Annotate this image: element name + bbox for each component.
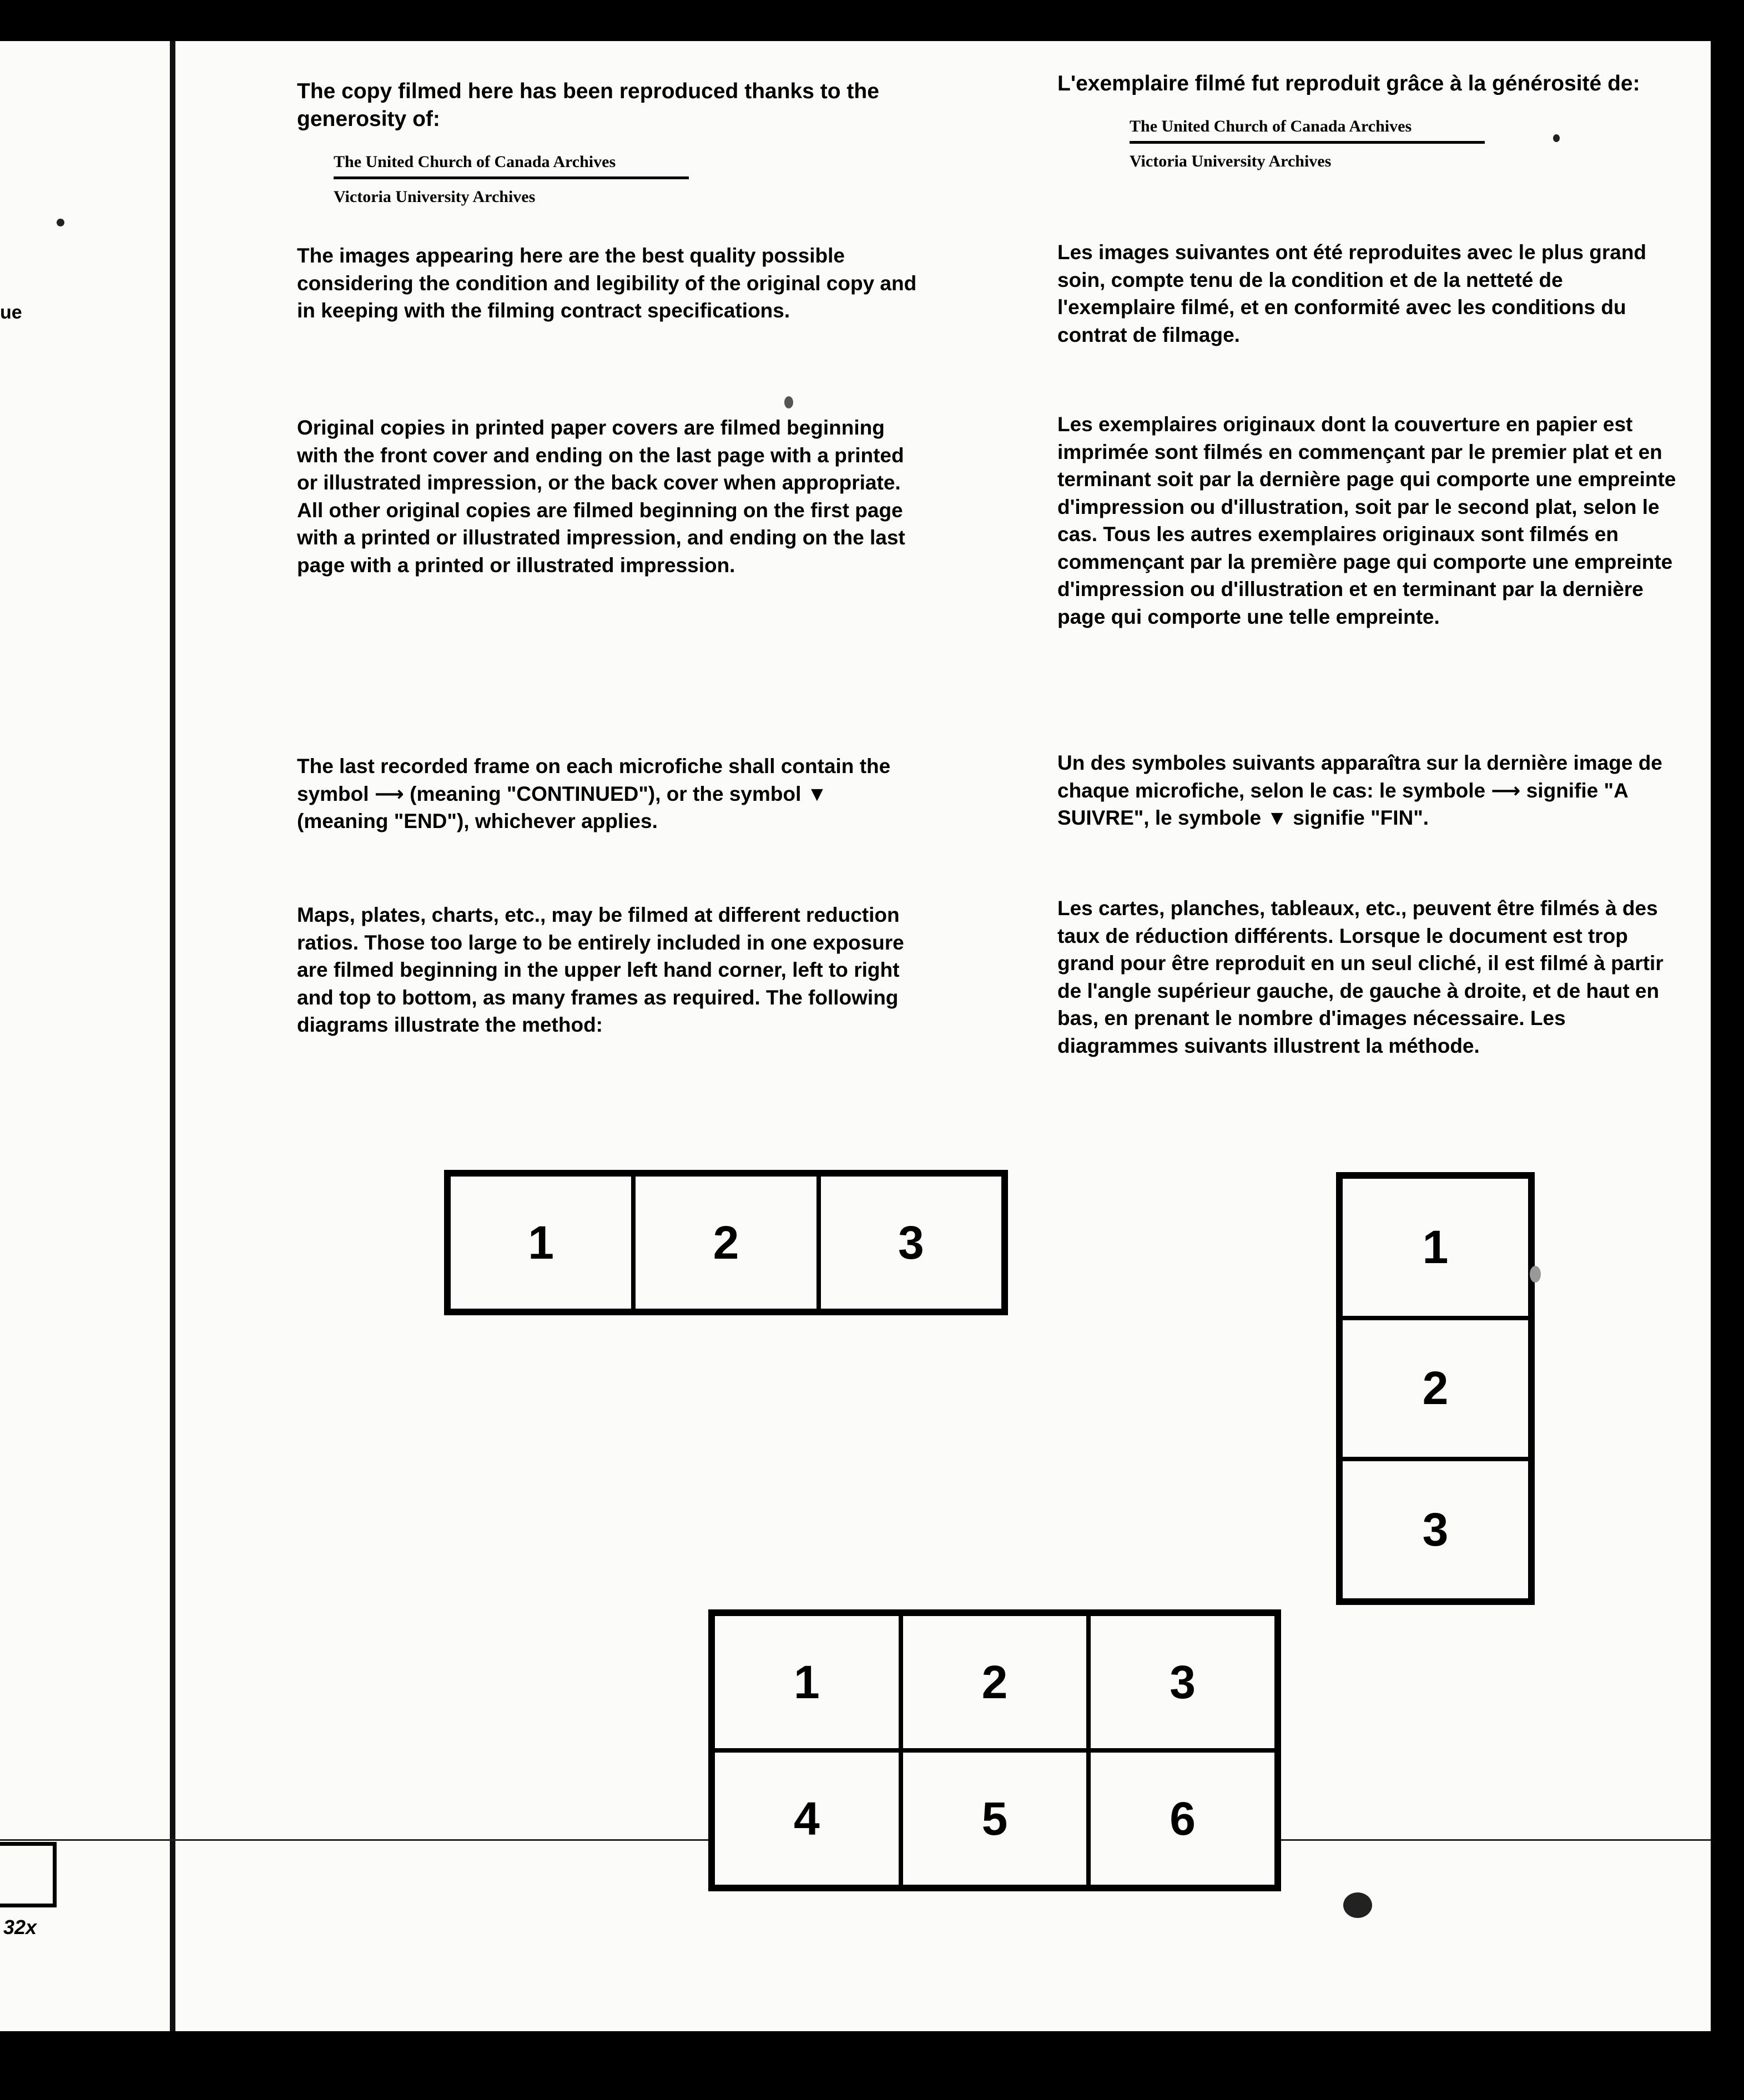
frame-cell: 4	[713, 1750, 901, 1887]
scale-label: 32x	[3, 1916, 37, 1939]
french-credit-line2: Victoria University Archives	[1130, 152, 1332, 170]
frame-cell: 6	[1088, 1750, 1277, 1887]
english-para-quality: The images appearing here are the best quality possible considering the condition and legibility of the original copy and in keeping with the filming contract specifications.	[297, 244, 917, 322]
french-para-maps: Les cartes, planches, tableaux, etc., peuvent être filmés à des taux de réduction différents. Lorsque le document est trop grand pour être reproduit en un seul cliché, il est filmé à partir de l'angle supérieur gauche, de gauche à droite, et de haut en bas, en prenant le nombre d'images nécessaire. Les diagrammes suivants illustrent la méthode.	[1057, 897, 1664, 1057]
french-heading: L'exemplaire filmé fut reproduit grâce à la générosité de:	[1057, 72, 1640, 95]
frame-cell: 1	[1340, 1177, 1530, 1318]
french-credit	[1130, 114, 1685, 174]
diagram-six-frames	[708, 1609, 1281, 1891]
frame-cell: 2	[633, 1174, 818, 1311]
english-credit-line1: The United Church of Canada Archives	[334, 150, 689, 179]
frame-cell: 3	[1088, 1614, 1277, 1750]
scan-speck	[1343, 1892, 1372, 1918]
frame-cell: 2	[901, 1614, 1089, 1750]
french-column	[1057, 70, 1685, 174]
english-credit	[334, 150, 919, 209]
page-fold-shadow	[170, 41, 175, 2031]
frame-cell: 1	[713, 1614, 901, 1750]
scan-border-top	[0, 0, 1744, 41]
scan-speck	[1553, 134, 1560, 142]
scan-speck	[57, 219, 64, 226]
diagram-vertical-three	[1336, 1172, 1535, 1605]
english-para-symbols: The last recorded frame on each microfiche shall contain the symbol ⟶ (meaning "CONTINUED"), or the symbol ▼ (meaning "END"), whichever applies.	[297, 755, 891, 832]
frame-cell: 1	[448, 1174, 633, 1311]
french-para-covers: Les exemplaires originaux dont la couverture en papier est imprimée sont filmés en commençant par le premier plat et en terminant soit par la dernière page qui comporte une empreinte d'impression ou d'illustration, soit par le second plat, selon le cas. Tous les autres exemplaires originaux sont filmés en commençant par la première page qui comporte une empreinte d'impression ou d'illustration et en terminant par la dernière page qui comporte une telle empreinte.	[1057, 413, 1676, 628]
scan-speck	[784, 396, 793, 408]
french-credit-line1: The United Church of Canada Archives	[1130, 114, 1485, 144]
microfiche-target-page	[0, 41, 1711, 2031]
english-column	[297, 78, 919, 209]
english-credit-line2: Victoria University Archives	[334, 188, 536, 206]
french-para-symbols: Un des symboles suivants apparaîtra sur la dernière image de chaque microfiche, selon le cas: le symbole ⟶ signifie "A SUIVRE", le symbole ▼ signifie "FIN".	[1057, 751, 1662, 829]
english-heading: The copy filmed here has been reproduced thanks to the generosity of:	[297, 79, 879, 131]
frame-cell: 5	[901, 1750, 1089, 1887]
frame-cell: 2	[1340, 1318, 1530, 1460]
frame-cell: 3	[1340, 1459, 1530, 1601]
diagram-horizontal-three	[444, 1170, 1008, 1315]
scan-speck	[1530, 1266, 1541, 1283]
left-edge-box	[0, 1842, 57, 1907]
english-para-covers: Original copies in printed paper covers are filmed beginning with the front cover and ending on the last page with a printed or illustrated impression, or the back cover when appropriate. All other original copies are filmed beginning on the first page with a printed or illustrated impression, and ending on the last page with a printed or illustrated impression.	[297, 416, 905, 577]
english-para-maps: Maps, plates, charts, etc., may be filmed at different reduction ratios. Those too large to be entirely included in one exposure are filmed beginning in the upper left hand corner, left to right and top to bottom, as many frames as required. The following diagrams illustrate the method:	[297, 903, 904, 1036]
frame-cell: 3	[819, 1174, 1004, 1311]
french-para-quality: Les images suivantes ont été reproduites avec le plus grand soin, compte tenu de la condition et de la netteté de l'exemplaire filmé, et en conformité avec les conditions du contrat de filmage.	[1057, 241, 1647, 346]
left-edge-fragment: ue	[0, 302, 22, 323]
